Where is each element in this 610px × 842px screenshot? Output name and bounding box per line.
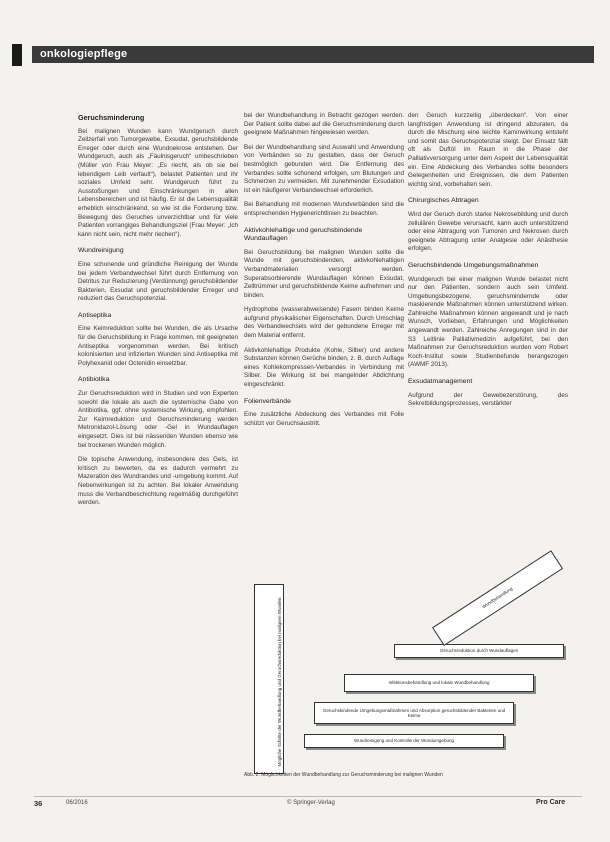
paragraph: Eine schonende und gründliche Reinigung der Wunde bei jedem Verbandwechsel führt durch Entfernung von Detritus zur Reduzierung (Verdünnung) geruchsbildender Bakterien, Exsudat und geruchsbildender Erreger und reduziert das Geruchspotenzial. (78, 260, 238, 303)
paragraph: Die topische Anwendung, insbesondere des Gels, ist kritisch zu bewerten, da es dadurch vermehrt zu Mazeration des Wundrandes und -umgebung kommt. Auf Nebenwirkungen ist zu achten. Bei lokaler Anwendung muss die Verbandbeschichtung regelmäßig durchgeführt werden. (78, 456, 238, 507)
paragraph: Aufgrund der Gewebezerstörung, des Sekretbildungsprozesses, verstärkter (408, 391, 568, 408)
footer-divider (34, 796, 582, 797)
figure-step-1: Geruchsreduktion durch Wundauflagen (394, 644, 564, 658)
issue-number: 06/2016 (66, 800, 88, 806)
figure-caption: Abb. 2: Möglichkeiten der Wundbehandlung zur Geruchsminderung bei malignen Wunden (244, 772, 443, 778)
figure-step-2: Infektionsbehandlung und lokale Wundbehandlung (344, 674, 534, 692)
page-edge-marker (12, 44, 22, 66)
paragraph: Hydrophobe (wasserabweisende) Fasern binden Keime aufgrund physikalischer Eigenschaften. Durch Umschlag des Verbandwechsels wird der gebundene Erreger mit dem Material entfernt. (244, 306, 404, 340)
paragraph: Eine Keimreduktion sollte bei Wunden, die als Ursache für die Geruchsbildung in Frage kommen, mit geeigneten Antiseptika vorgenommen werden. Bei kritisch kolonisierten und infizierten Wunden sind Antiseptika mit Polyhexanid oder Octenidin einsetzbar. (78, 325, 238, 367)
paragraph: den Geruch kurzzeitig „überdecken“. Von einer langfristigen Anwendung ist dringend abzuraten, da durch die Mischung eine leichte Kaminwirkung entsteht und somit das Geruchspotenzial steigt. Der Einsatz fällt oft als Duftöl im Raum in die Phase der Palliativversorgung unter dem Aspekt der Lebensqualität ein. Eine Abdeckung des Verbandes sollte besonders Gelegenheiten und Ereignissen, die dem Patienten wichtig sind, vorbehalten sein. (408, 112, 568, 188)
paragraph: Eine zusätzliche Abdeckung des Verbandes mit Folie schützt vor Geruchsaustritt. (244, 411, 404, 427)
paragraph: Bei malignen Wunden kann Wundgeruch durch Zellzerfall von Tumorgewebe, Exsudat, geruchsbildende Erreger oder durch eine Wundnekrose entstehen. Der Wundgeruch, auch als „Fäulnisgeruch“ umbeschrieben (Müller von Frau Meyer: „Es riecht, als ob sie bei lebendigem Leib verfault“), belastet Patienten und ihr soziales Umfeld sehr. Wundgeruch führt zu Ausstoßungen und Einschränkungen in allen Lebensbereichen und ist häufig. Er ist die Lebensqualität erheblich einschränkend, so wie ist die Forderung bzw. Bewegung des Geruches unverzichtbar und für viele Patienten vorrangiges Behandlungsziel (Frau Meyer: „Ich kann nicht sein, nicht mehr riechen“). (78, 127, 238, 238)
figure-vertical-label: Mögliche Schritte der Wundbehandlung und Geruchsreduktion bei malignen Wunden (277, 597, 282, 767)
heading-antibiotika: Antibiotika (78, 376, 110, 384)
heading-aktivkohle: Aktivkohlehaltige und geruchsbindende Wundauflagen (244, 226, 363, 243)
heading-wundreinigung: Wundreinigung (78, 247, 124, 255)
heading-folienverbaende: Folienverbände (244, 397, 291, 405)
paragraph: Aktivkohlehaltige Produkte (Kohle, Silber) und andere Substanzen können Gerüche binden, z. B. durch Auflage eines Kohlekompressen-Verbandes in Verbindung mit Silber. Die Wirkung ist bei mangelnder Abdichtung eingeschränkt. (244, 346, 404, 389)
paragraph: Wundgeruch bei einer malignen Wunde belastet nicht nur den Patienten, sondern auch sein Umfeld. Umgebungsbezogene, geruchsmindernde oder maskierende Maßnahmen können unterstützend wirken. Zahlreiche Maßnahmen können angewandt und je nach Wunsch, Vorlieben, Erfahrungen und Möglichkeiten angewandt werden. Zahlreiche Anregungen sind in der S3 Leitlinie Palliativmedizin aufgeführt, bei den Maßnahmen zur Geruchsreduktion wurden vom Robert Koch-Institut sowie Studienbefunde herangezogen (AWMF 2013). (408, 275, 568, 369)
heading-umgebung: Geruchsbindende Umgebungsmaßnahmen (408, 261, 539, 269)
figure-step-4: Wundreinigung und Kontrolle der Wundumgebung (304, 734, 504, 748)
paragraph: Bei Behandlung mit modernen Wundverbänden sind die entsprechenden Hygienerichtlinien zu beachten. (244, 201, 404, 217)
journal-name: Pro Care (536, 799, 566, 806)
wound-treatment-figure (244, 584, 572, 770)
page-number: 36 (34, 799, 43, 808)
text-column-2 (244, 112, 404, 434)
heading-geruchsminderung: Geruchsminderung (78, 113, 145, 122)
paragraph: Zur Geruchsreduktion wird in Studien und von Experten sowohl die lokale als auch die systemische Gabe von Antibiotika, ggf. ohne systemische Wirkung, empfohlen. Zur Keimreduktion und Geruchsminderung werden Metronidazol-Lösung oder -Gel in Wundauflagen eingesetzt. Dies ist bei nässenden Wunden ebenso wie bei trockenen Wunden möglich. (78, 390, 238, 449)
publisher-label: © Springer-Verlag (287, 800, 335, 806)
text-column-3 (408, 112, 568, 415)
text-column-1 (78, 112, 238, 514)
figure-vertical-bar (254, 584, 284, 774)
heading-exsudat: Exsudatmanagement (408, 378, 473, 386)
paragraph: Wird der Geruch durch starke Nekrosebildung und durch zellulären Gewebe verursacht, kann auch unterstützend oder eine Abtragung von Tumoren und Nekrosen durch geeignete Abtragung unter Analgesie oder Anästhesie erfolgen. (408, 210, 568, 253)
heading-antiseptika: Antiseptika (78, 311, 112, 319)
paragraph: bei der Wundbehandlung in Betracht gezogen werden. Der Patient sollte dabei auf die Geruchsminderung durch geeignete Maßnahmen hingewiesen werden. (244, 112, 404, 137)
heading-chirurgisch: Chirurgisches Abtragen (408, 197, 479, 205)
figure-step-3: Geruchsbindende Umgebungsmaßnahmen und Absorption geruchsbildender Bakterien und Keime (314, 702, 514, 724)
figure-diagonal-arrow: Wundbehandlung (432, 550, 563, 646)
paragraph: Bei Geruchsbildung bei malignen Wunden sollte die Wunde mit geruchsbindenden, aktivkohlehaltigen Verbandmaterialien versorgt werden. Superabsorbierende Wundauflagen können Exsudat, Zelltrümmer und geruchsbildende Keime aufnehmen und binden. (244, 248, 404, 299)
paragraph: Bei der Wundbehandlung sind Auswahl und Anwendung von Verbänden so zu gestalten, dass der Geruch bestmöglich gebunden wird. Die Entfernung des Verbandes sollte schonend erfolgen, um Blutungen und Schmerzen zu vermeiden. Mit zunehmender Exsudation ist ein häufigerer Verbandwechsel erforderlich. (244, 143, 404, 194)
section-title: onkologiepflege (40, 48, 128, 60)
